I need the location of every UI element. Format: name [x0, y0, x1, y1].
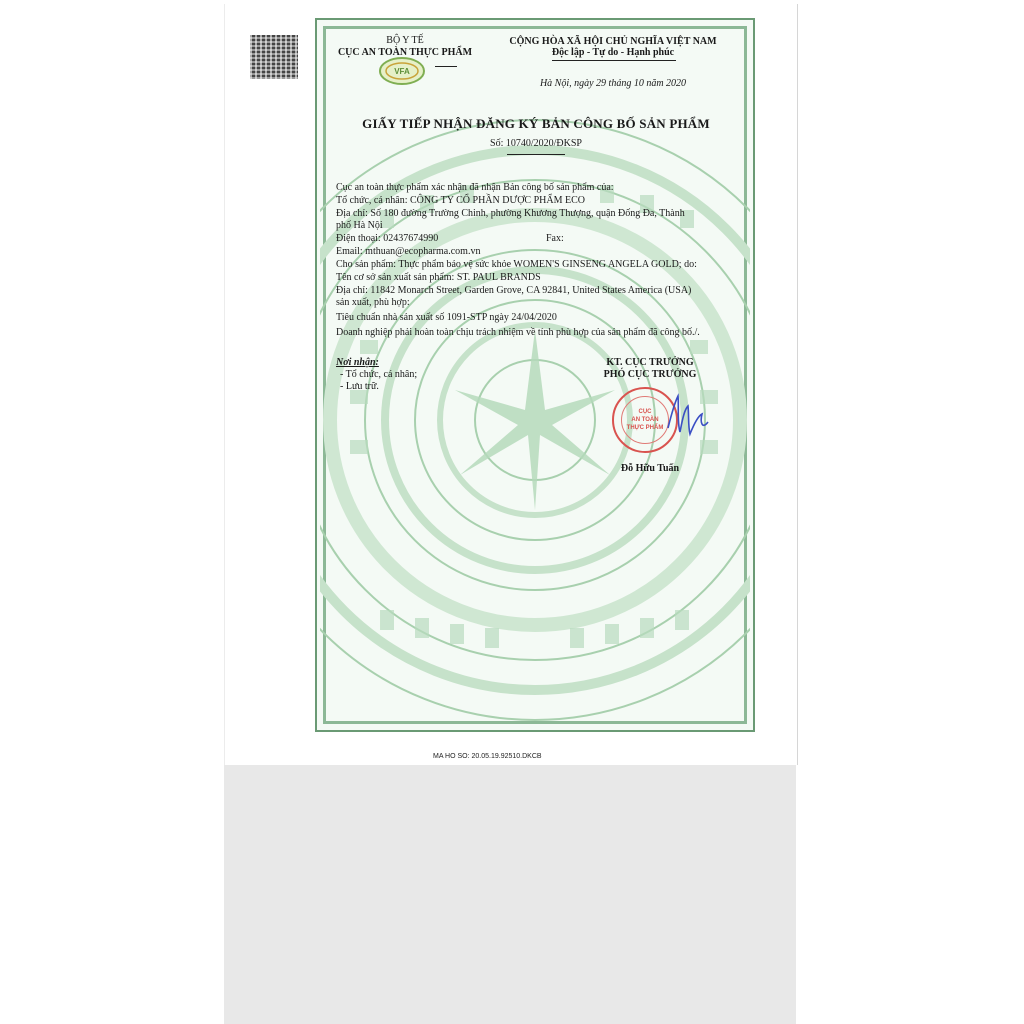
body-producer-address-1: Địa chỉ: 11842 Monarch Street, Garden Grove, CA 92841, United States America (USA) — [336, 285, 692, 296]
qr-code-icon — [250, 35, 298, 79]
motto-underline — [552, 60, 676, 61]
body-phone: Điện thoại: 02437674990 — [336, 233, 439, 244]
body-org: Tổ chức, cá nhân: CÔNG TY CỔ PHẦN DƯỢC PHẨM ECO — [336, 195, 585, 206]
empty-area — [224, 765, 796, 1024]
agency-name: CỤC AN TOÀN THỰC PHẨM — [337, 47, 473, 58]
body-producer: Tên cơ sở sản xuất sản phẩm: ST. PAUL BRANDS — [336, 272, 541, 283]
title-underline — [507, 154, 565, 155]
stamp-line: CỤC — [638, 409, 652, 415]
recipients-heading: Nơi nhận: — [336, 357, 379, 368]
vfa-logo-icon — [378, 56, 426, 86]
body-intro: Cục an toàn thực phẩm xác nhận đã nhận Bản công bố sản phẩm của: — [336, 182, 614, 193]
recipient-item: - Lưu trữ. — [340, 381, 379, 392]
body-standard: Tiêu chuẩn nhà sản xuất số 1091-STP ngày 24/04/2020 — [336, 312, 557, 323]
signer-name: Đỗ Hữu Tuấn — [620, 463, 680, 474]
body-fax: Fax: — [546, 233, 564, 244]
signature-scribble-icon — [662, 392, 712, 442]
ministry-name: BỘ Y TẾ — [386, 35, 424, 46]
signer-role-1: KT. CỤC TRƯỞNG — [606, 357, 694, 368]
body-address-line-2: phố Hà Nội — [336, 220, 383, 231]
body-email: Email: mthuan@ecopharma.com.vn — [336, 246, 481, 257]
dossier-code: MA HO SO: 20.05.19.92510.DKCB — [433, 753, 542, 760]
body-producer-address-2: sản xuất, phù hợp: — [336, 297, 410, 308]
stamp-line: AN TOÀN — [631, 417, 659, 423]
nation-title: CỘNG HÒA XÃ HỘI CHỦ NGHĨA VIỆT NAM — [509, 36, 717, 47]
agency-underline — [435, 66, 457, 67]
recipient-item: - Tổ chức, cá nhân; — [340, 369, 418, 380]
logo-text: VFA — [394, 67, 410, 76]
body-product: Cho sản phẩm: Thực phẩm bảo vệ sức khỏe WOMEN'S GINSENG ANGELA GOLD; do: — [336, 259, 697, 270]
nation-motto: Độc lập - Tự do - Hạnh phúc — [551, 47, 675, 58]
signer-role-2: PHÓ CỤC TRƯỞNG — [603, 369, 697, 380]
body-address-line-1: Địa chỉ: Số 180 đường Trường Chinh, phường Khương Thượng, quận Đống Đa, Thành — [336, 208, 685, 219]
document-number: Số: 10740/2020/ĐKSP — [490, 138, 582, 149]
stamp-line: THỰC PHẨM — [626, 425, 664, 431]
place-date: Hà Nội, ngày 29 tháng 10 năm 2020 — [539, 78, 687, 89]
body-responsibility: Doanh nghiệp phải hoàn toàn chịu trách nhiệm về tính phù hợp của sản phẩm đã công bố./. — [336, 327, 700, 338]
document-title: GIẤY TIẾP NHẬN ĐĂNG KÝ BẢN CÔNG BỐ SẢN PHẨM — [362, 116, 710, 131]
